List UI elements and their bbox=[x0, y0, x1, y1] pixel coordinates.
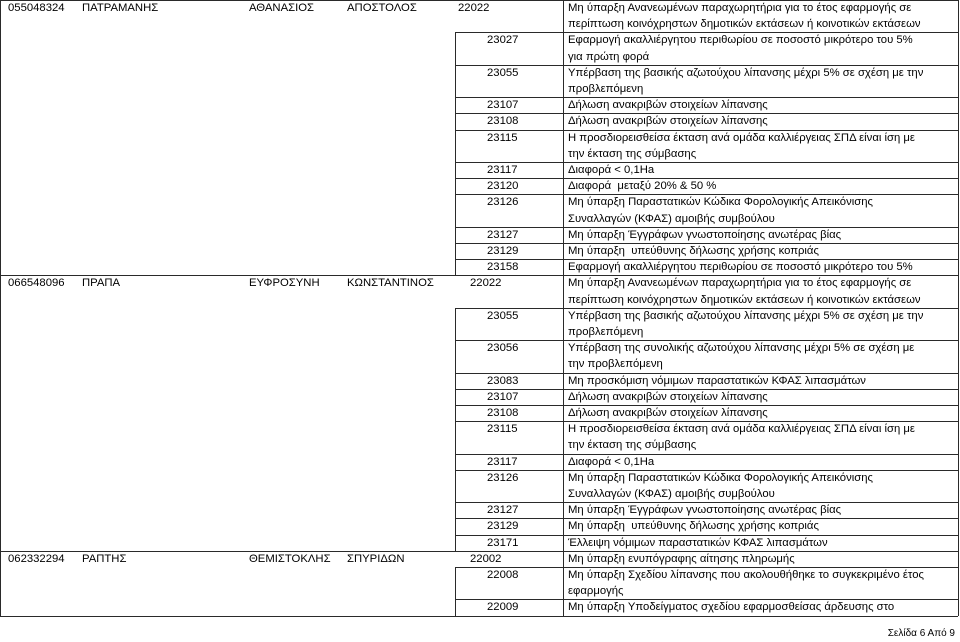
violation-code: 23055 bbox=[487, 309, 519, 322]
surname-cell: ΠΡΑΠΑ bbox=[82, 277, 121, 290]
violation-code: 23027 bbox=[487, 34, 519, 47]
violation-row bbox=[0, 162, 960, 178]
violation-description-line: Μη ύπαρξη υπεύθυνης δήλωσης χρήσης κοπριάς bbox=[568, 520, 819, 533]
violation-code: 22009 bbox=[487, 601, 519, 614]
violation-description-line: Μη ύπαρξη ενυπόγραφης αίτησης πληρωμής bbox=[568, 552, 795, 565]
violation-row bbox=[0, 0, 960, 32]
violation-code: 23129 bbox=[487, 245, 519, 257]
father-name-cell: ΚΩΝΣΤΑΝΤΙΝΟΣ bbox=[347, 277, 434, 290]
violation-row bbox=[0, 421, 960, 453]
violation-code: 23117 bbox=[487, 164, 518, 176]
violation-code: 22002 bbox=[470, 552, 502, 565]
table-right-border bbox=[958, 0, 959, 616]
violation-row bbox=[0, 373, 960, 389]
violation-code: 23127 bbox=[487, 504, 519, 517]
violation-code: 23115 bbox=[487, 131, 518, 144]
surname-cell: ΡΑΠΤΗΣ bbox=[82, 552, 127, 565]
violation-description-line: Η προσδιορεισθείσα έκταση ανά ομάδα καλλιέργειας ΣΠΔ είναι ίση με bbox=[568, 423, 915, 436]
violation-row bbox=[0, 454, 960, 470]
violation-row bbox=[0, 340, 960, 372]
violation-row bbox=[0, 113, 960, 129]
code-column-border bbox=[455, 567, 456, 616]
violation-description-line: Η προσδιορεισθείσα έκταση ανά ομάδα καλλιέργειας ΣΠΔ είναι ίση με bbox=[568, 131, 915, 144]
violation-code: 22008 bbox=[487, 568, 519, 581]
violation-row bbox=[0, 275, 960, 307]
violation-description-line: Εφαρμογή ακαλλιέργητου περιθωρίου σε ποσοστό μικρότερο του 5% bbox=[568, 34, 913, 47]
first-name-cell: ΑΘΑΝΑΣΙΟΣ bbox=[249, 2, 315, 14]
violation-description-line: Μη ύπαρξη Παραστατικών Κώδικα Φορολογικής Απεικόνισης bbox=[568, 471, 873, 484]
violation-code: 22022 bbox=[470, 277, 502, 290]
violation-description-line: Δήλωση ανακριβών στοιχείων λίπανσης bbox=[568, 406, 768, 419]
violation-description-line: την έκταση της σύμβασης bbox=[568, 439, 697, 452]
violation-description-line: Μη ύπαρξη Σχεδίου λίπανσης που ακολουθήθηκε το συγκεκριμένο έτος bbox=[568, 568, 924, 581]
violation-row bbox=[0, 243, 960, 259]
violation-description-line: Δήλωση ανακριβών στοιχείων λίπανσης bbox=[568, 115, 768, 128]
father-name-cell: ΑΠΟΣΤΟΛΟΣ bbox=[347, 2, 417, 14]
first-name-cell: ΕΥΦΡΟΣΥΝΗ bbox=[249, 277, 320, 290]
violation-description-line: περίπτωση κοινόχρηστων δημοτικών εκτάσεων ή κοινοτικών εκτάσεων bbox=[568, 18, 921, 31]
violation-description-line: Εφαρμογή ακαλλιέργητου περιθωρίου σε ποσοστό μικρότερο του 5% bbox=[568, 261, 913, 274]
violation-description-line: Υπέρβαση της συνολικής αζωτούχου λίπανσης μέχρι 5% σε σχέση με bbox=[568, 342, 915, 355]
page-number: Σελίδα 6 Από 9 bbox=[887, 628, 955, 639]
violation-description-line: Δήλωση ανακριβών στοιχείων λίπανσης bbox=[568, 99, 768, 112]
violation-description-line: Έλλειψη νόμιμων παραστατικών ΚΦΑΣ λιπασμάτων bbox=[568, 536, 828, 549]
violation-code: 23129 bbox=[487, 520, 519, 533]
violation-row bbox=[0, 259, 960, 275]
violation-row bbox=[0, 535, 960, 551]
violation-description-line: Μη ύπαρξη Έγγράφων γνωστοποίησης ανωτέρας βίας bbox=[568, 228, 842, 241]
violation-description-line: Υπέρβαση της βασικής αζωτούχου λίπανσης μέχρι 5% σε σχέση με την bbox=[568, 309, 924, 322]
violation-row bbox=[0, 97, 960, 113]
violation-row bbox=[0, 470, 960, 502]
record-group bbox=[0, 0, 960, 275]
violation-code: 23126 bbox=[487, 196, 519, 209]
violation-row bbox=[0, 502, 960, 518]
violation-row bbox=[0, 308, 960, 340]
violation-description-line: Διαφορά μεταξύ 20% & 50 % bbox=[568, 180, 717, 193]
violation-description-line: Μη ύπαρξη Έγγράφων γνωστοποίησης ανωτέρας βίας bbox=[568, 504, 842, 517]
father-name-cell: ΣΠΥΡΙΔΩΝ bbox=[347, 552, 405, 565]
violation-row bbox=[0, 65, 960, 97]
description-column-border bbox=[563, 0, 564, 616]
violation-description-line: Μη ύπαρξη Ανανεωμένων παραχωρητήρια για το έτος εφαρμογής σε bbox=[568, 2, 912, 14]
violation-row bbox=[0, 389, 960, 405]
violation-code: 23083 bbox=[487, 374, 519, 387]
violation-description-line: Μη ύπαρξη υπεύθυνης δήλωσης χρήσης κοπριάς bbox=[568, 245, 819, 257]
violation-row bbox=[0, 227, 960, 243]
violation-code: 22022 bbox=[458, 2, 490, 14]
violation-description-line: Μη ύπαρξη Παραστατικών Κώδικα Φορολογικής Απεικόνισης bbox=[568, 196, 873, 209]
violation-description-line: προβλεπόμενη bbox=[568, 325, 644, 338]
record-group bbox=[0, 275, 960, 550]
violation-row bbox=[0, 405, 960, 421]
violation-row bbox=[0, 194, 960, 226]
violation-code: 23055 bbox=[487, 66, 519, 79]
violation-description-line: περίπτωση κοινόχρηστων δημοτικών εκτάσεων ή κοινοτικών εκτάσεων bbox=[568, 293, 921, 306]
code-column-border bbox=[455, 32, 456, 275]
violation-code: 23115 bbox=[487, 423, 518, 436]
violation-description-line: Διαφορά < 0,1Ha bbox=[568, 455, 655, 468]
violation-row bbox=[0, 32, 960, 64]
afm-cell: 055048324 bbox=[8, 2, 65, 14]
violation-code: 23171 bbox=[487, 536, 519, 549]
violation-row bbox=[0, 178, 960, 194]
violation-code: 23056 bbox=[487, 342, 519, 355]
surname-cell: ΠΑΤΡΑΜΑΝΗΣ bbox=[82, 2, 159, 14]
violation-description-line: Συναλλαγών (ΚΦΑΣ) αμοιβής συμβούλου bbox=[568, 212, 775, 225]
violation-row bbox=[0, 567, 960, 599]
group-divider bbox=[0, 616, 958, 617]
violation-description-line: Δήλωση ανακριβών στοιχείων λίπανσης bbox=[568, 390, 768, 403]
violation-description-line: προβλεπόμενη bbox=[568, 82, 644, 95]
violation-code: 23108 bbox=[487, 406, 519, 419]
violation-row bbox=[0, 130, 960, 162]
record-group bbox=[0, 551, 960, 616]
violation-code: 23107 bbox=[487, 99, 519, 112]
violation-row bbox=[0, 599, 960, 615]
violation-code: 23108 bbox=[487, 115, 519, 128]
code-column-border bbox=[455, 308, 456, 551]
violation-description-line: Μη ύπαρξη Υποδείγματος σχεδίου εφαρμοσθείσας άρδευσης στο bbox=[568, 601, 895, 614]
afm-cell: 066548096 bbox=[8, 277, 65, 290]
violation-code: 23158 bbox=[487, 261, 519, 274]
violation-description-line: Διαφορά < 0,1Ha bbox=[568, 164, 655, 176]
violation-description-line: Μη προσκόμιση νόμιμων παραστατικών ΚΦΑΣ λιπασμάτων bbox=[568, 374, 866, 387]
violation-code: 23126 bbox=[487, 471, 519, 484]
violation-description-line: Συναλλαγών (ΚΦΑΣ) αμοιβής συμβούλου bbox=[568, 487, 775, 500]
first-name-cell: ΘΕΜΙΣΤΟΚΛΗΣ bbox=[249, 552, 331, 565]
table-left-border bbox=[0, 0, 1, 616]
afm-cell: 062332294 bbox=[8, 552, 65, 565]
violation-description-line: για πρώτη φορά bbox=[568, 50, 650, 63]
violation-code: 23120 bbox=[487, 180, 519, 193]
violation-description-line: Μη ύπαρξη Ανανεωμένων παραχωρητήρια για το έτος εφαρμογής σε bbox=[568, 277, 912, 290]
violation-code: 23107 bbox=[487, 390, 519, 403]
violation-code: 23127 bbox=[487, 228, 519, 241]
violation-description-line: εφαρμογής bbox=[568, 585, 624, 598]
violation-description-line: την προβλεπόμενη bbox=[568, 358, 663, 371]
violation-description-line: Υπέρβαση της βασικής αζωτούχου λίπανσης μέχρι 5% σε σχέση με την bbox=[568, 66, 924, 79]
table-top-border bbox=[0, 0, 958, 1]
violation-row bbox=[0, 518, 960, 534]
violation-row bbox=[0, 551, 960, 567]
violation-code: 23117 bbox=[487, 455, 518, 468]
violation-description-line: την έκταση της σύμβασης bbox=[568, 147, 697, 160]
